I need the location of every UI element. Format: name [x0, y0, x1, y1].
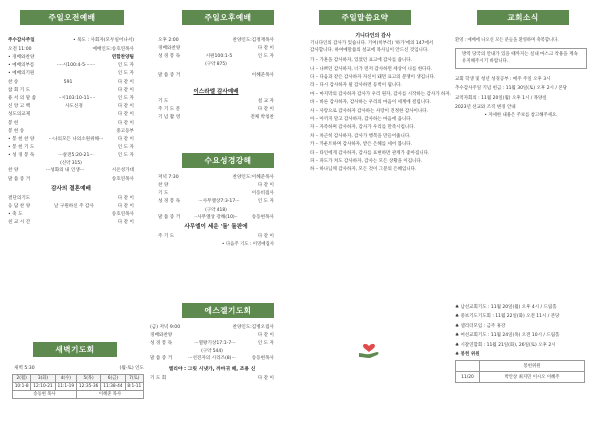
row-right: 다 같 이 [257, 233, 274, 239]
row-label: 기 도 [158, 191, 169, 197]
duty-names: 박안상 최지민 이시오 이혜주 [480, 372, 585, 383]
row-right: 다 같 이 [117, 204, 134, 209]
sermon-lines [310, 57, 452, 175]
order-row [150, 375, 274, 383]
row-label: 경배와찬양 [158, 46, 181, 51]
row-right: 다 같 이 [257, 46, 274, 51]
news-welcome: 환영 : 예배에 나오신 모든 분들을 환영하며 축복합니다. [455, 38, 559, 43]
news-item: 교역자회의 : 11월 20일(월) 오후 1시 / 목양실 [455, 95, 547, 101]
order-row [158, 233, 274, 241]
order-row [8, 103, 134, 111]
order-row [150, 355, 274, 363]
morning-leader: 예배인도:송호연목사 [92, 47, 134, 52]
wednesday-rows-2 [158, 214, 274, 222]
duty-date: 11/20 [456, 372, 480, 383]
row-middle: ····시100:4-5······· [56, 63, 96, 69]
order-row [8, 95, 134, 103]
row-label: 성 경 봉 독 [158, 54, 181, 60]
row-right: 인 도 자 [117, 145, 134, 151]
dawn-day-cell: 7(토) [125, 375, 143, 383]
duty-table [455, 360, 585, 383]
dawn-days-row [13, 375, 144, 383]
wednesday-stone-title: 사무엘이 세운 '돌' 돌판에 [184, 223, 248, 230]
row-right: 이동비집사 [251, 191, 274, 197]
news-mask-notice: 방역 당국의 안내가 있을 때까지는 실내 마스크 착용을 계속 유지해주시기 바랍니다. [455, 48, 587, 68]
row-right: 이혜준목사 [251, 73, 274, 79]
dawn-text-cell: 12:35-36 [76, 383, 100, 391]
row-middle [34, 54, 111, 62]
dawn-time: 새벽 5:30 [14, 366, 35, 371]
order-row [158, 114, 274, 122]
morning-rows-2 [8, 167, 134, 183]
order-row [150, 340, 274, 348]
dawn-text-cell: 12:10-21 [31, 383, 55, 391]
row-middle [168, 190, 251, 198]
row-middle [180, 114, 250, 122]
row-label: 성 경 봉 독 [158, 199, 181, 205]
morning-occasion: 주수감사주일 [8, 38, 35, 43]
row-middle: ··사무엘상 강해(10)·· [194, 214, 238, 220]
ezekiel-talk: 엘리야 : 그릿 시냇가, 까마귀 떼, 조용 신 [168, 366, 256, 372]
row-label: 봉 헌 [8, 120, 19, 126]
row-middle [18, 120, 117, 128]
row-middle [166, 375, 258, 383]
row-right: 인 도 자 [117, 71, 134, 77]
row-right: 전체 박칭찬 [250, 114, 274, 120]
order-row [8, 211, 134, 219]
row-right: 다 같 이 [117, 104, 134, 110]
order-row [158, 72, 274, 80]
row-right: 다 같 이 [257, 333, 274, 338]
afternoon-rows [158, 45, 274, 61]
order-row [158, 190, 274, 198]
row-right: 인 도 자 [257, 341, 274, 347]
order-row [8, 62, 134, 70]
order-row [8, 176, 134, 184]
row-middle: ···열왕기상17:1-7··· [194, 341, 236, 347]
row-middle: ···살전5:20-21··· [58, 153, 94, 159]
schedule-lines [455, 303, 591, 350]
sermon-line: 바 – 바른 감사하자, 감사하는 우리의 마음이 세계에 걸립니다. [310, 100, 431, 106]
order-row [158, 106, 274, 114]
row-label: 주 기 도 [158, 233, 175, 239]
row-right: 다 같 이 [117, 120, 134, 126]
row-label: 참 회 기 도 [8, 87, 31, 93]
order-row [8, 136, 134, 144]
row-middle [172, 332, 258, 340]
morning-time: 오전 11:00 [8, 47, 32, 52]
row-right: 송호연목사 [111, 212, 134, 218]
news-item: 2023년 선교와 조직 변경 안내 [455, 105, 516, 111]
row-label: 기 도 회 [150, 375, 167, 381]
dawn-leader-2: 이혜준 목사 [76, 391, 143, 399]
row-middle [30, 111, 118, 119]
dawn-text-cell: 11:1-19 [55, 383, 76, 391]
sermon-line: 나 – 나쁘던 감사하자, 너가 먼저 감사하면 세상이 나를 한다다. [310, 66, 433, 72]
row-middle [168, 182, 257, 190]
header-church-news: 교회소식 [477, 10, 569, 25]
sermon-line: 아 – 아끼지 말고 감사하자, 감사하는 마음에 옵니다. [310, 117, 413, 123]
schedule-list [455, 303, 591, 383]
schedule-item: ♣ 여선교회기도 : 11월 24일(목) 오전 10시 / 드림홀 [455, 333, 560, 339]
row-label: 응 답 찬 양 [8, 204, 31, 209]
row-label: 말 씀 증 거 [158, 73, 181, 79]
row-right: 다 같 이 [257, 183, 274, 188]
dawn-day-cell: 6(금) [101, 375, 125, 383]
sermon-summary [310, 32, 452, 175]
order-row [8, 70, 134, 78]
dawn-day-cell: 3(화) [31, 375, 55, 383]
row-middle [174, 233, 258, 241]
wednesday-page: (구약 418) [205, 207, 227, 213]
row-label: 신 앙 고 백 [8, 104, 31, 110]
row-middle: 591 [63, 79, 73, 85]
header-wednesday-bible: 수요성경강해 [182, 153, 274, 168]
sermon-title: 기니다인의 감사 [355, 33, 391, 39]
ezekiel-header-line [150, 323, 274, 332]
sermon-line: 카 – 카운트하며 감사하자, 받은 은혜를 세어 봅니다. [310, 142, 413, 148]
row-label: 경배와찬양 [150, 333, 173, 338]
afternoon-rows-2 [158, 72, 274, 80]
row-label: 찬 양 [158, 183, 169, 188]
morning-rows [8, 54, 134, 152]
sermon-line: 사 – 사랑으로 감사하자 감사하는 사랑이 진정한 감사이나다. [310, 108, 429, 114]
order-row [158, 182, 274, 190]
schedule-item: ♣ 셀리더모임 : 금주 휴강 [455, 323, 506, 329]
sermon-line: 가 – 가훈을 감사하자, 있었던 표고에 감사를 씁니다. [310, 58, 413, 64]
order-row [8, 128, 134, 136]
row-middle [30, 195, 118, 203]
row-middle: ···나의모든 나의소원위해··· [48, 136, 104, 142]
dawn-leaders-row [13, 391, 144, 399]
duty-head-row [456, 361, 585, 372]
row-middle [34, 70, 117, 78]
duty-head: 봉헌위원 [480, 361, 585, 372]
wednesday-order [158, 173, 274, 248]
schedule-item: ♣ 중보기도기도회 : 11월 22일(화) 오전 11시 / 본당 [455, 314, 560, 320]
sermon-line: 다 – 다음과 같은 감사하자 자신이 돼면 표고의 분쟁이 생깁니다. [310, 75, 436, 80]
row-right: 인 도 자 [257, 199, 274, 205]
row-right: 다 같 이 [257, 106, 274, 112]
row-label: 성 경 봉 독 [150, 341, 173, 347]
morning-scripture-row [8, 152, 134, 160]
row-right: 다 같 이 [117, 136, 134, 142]
row-label: 말 씀 증 거 [150, 356, 173, 362]
header-sermon-summary: 주일말씀요약 [319, 10, 411, 25]
row-label: • 경배와찬양 [8, 55, 35, 60]
header-dawn-prayer: 새벽기도회 [33, 342, 117, 357]
row-right: 송동현목사 [251, 356, 274, 362]
row-middle [23, 211, 112, 219]
row-label: 기 도 [158, 98, 169, 104]
row-label: 기 념 촬 영 [158, 114, 181, 120]
row-label: 용 서 의 말 씀 [8, 95, 37, 101]
order-row [8, 111, 134, 119]
order-row [8, 87, 134, 95]
order-row [158, 53, 274, 61]
row-right: 송호연목사 [111, 176, 134, 182]
row-label: 성도의교제 [8, 112, 31, 118]
afternoon-worship-order [158, 36, 274, 122]
row-label: • 봉 헌 기 도 [8, 145, 35, 151]
row-label: • 축 도 [8, 212, 23, 218]
row-right: 연합찬양팀 [111, 55, 134, 60]
ezekiel-order [150, 323, 274, 383]
row-middle [180, 45, 258, 53]
row-middle: ···성화의 내 인생··· [45, 168, 85, 174]
ezekiel-page: (구약 544) [201, 349, 223, 355]
row-label: 찬 송 [8, 79, 19, 85]
sermon-line: 파 – 파도가 쳐도 감사하자, 감사는 모든 상황을 이깁니다. [310, 159, 423, 165]
row-right: 다 같 이 [117, 79, 134, 85]
dawn-text-cell: 10:1-8 [13, 383, 31, 391]
wednesday-next-prayer: • 다음주 기도 : 이영애집사 [221, 241, 274, 247]
duty-title: ♣ 봉헌 위원 [455, 352, 480, 358]
news-item: 교회 학생 및 청년 성경공부 : 매주 주일 오후 3시 [455, 76, 551, 82]
row-label: • 봉 헌 찬 양 [8, 136, 35, 142]
row-right: 인 도 자 [257, 54, 274, 60]
row-right: 중고등부 [116, 128, 134, 134]
dawn-note: (월-토) 인도 [119, 366, 144, 371]
sermon-intro: 기니다인의 감사가 있습니다. 기여(히부러) '하가'에의 147에서 감사합니다. 하여예말씀의 설교에 목사님이 안드신 것입니다. [310, 41, 434, 53]
afternoon-lead: 찬양인도:김정재목사 [232, 38, 274, 43]
row-right: 다 같 이 [117, 195, 134, 201]
dawn-day-cell: 5(목) [76, 375, 100, 383]
row-label: • 예배의부름 [8, 63, 35, 69]
row-middle [168, 98, 257, 106]
morning-worship-order [8, 36, 134, 228]
ezekiel-rows-2 [150, 355, 274, 363]
row-label: 친 교 시 간 [8, 220, 31, 226]
wednesday-time: 저녁 7:30 [158, 175, 179, 180]
row-label: 찬 양 [8, 168, 19, 174]
row-right: 다 같 이 [257, 375, 274, 381]
row-middle: ···선견자의 시리즈(8)··· [188, 356, 236, 362]
afternoon-page: (구약 875) [205, 62, 227, 68]
header-morning-worship: 주일오전예배 [20, 10, 124, 25]
row-right: 인 도 자 [117, 63, 134, 69]
ezekiel-rows-3 [150, 375, 274, 383]
schedule-item: ♣ 시찰연합회 : 11월 21일(화), 26일(토) 오후 2시 [455, 342, 556, 348]
heart-hand-icon [357, 337, 381, 359]
dawn-texts-row [13, 383, 144, 391]
row-label: 결단의기도 [8, 195, 31, 201]
morning-scripture-page: (신약 315) [60, 161, 82, 167]
row-right: 다 같 이 [117, 87, 134, 93]
order-row [158, 45, 274, 53]
row-middle: ··시103:10-11···· [58, 95, 96, 101]
row-right: 인 도 자 [117, 153, 134, 159]
row-label: • 예배의기원 [8, 71, 35, 77]
wednesday-lead: 찬양인도:이혜준목사 [232, 175, 274, 180]
afternoon-time: 오후 2:00 [158, 38, 179, 43]
order-row [158, 198, 274, 206]
order-row [8, 79, 134, 87]
sermon-line: 하 – 하나님께 감사하자, 모든 것이 그분의 은혜입니다. [310, 167, 417, 173]
order-row [8, 195, 134, 203]
ezekiel-lead: 찬양인도:김병오집사 [232, 325, 274, 330]
morning-opening: • 묵도 : 사회자(모두일어나서) [72, 38, 134, 43]
afternoon-header-line [158, 36, 274, 45]
sermon-line: 자 – 자족하며 감사하자, 감사가 우리를 만족시킵니다. [310, 125, 415, 131]
header-ezekiel-prayer: 에스겔기도회 [182, 303, 274, 318]
order-row [8, 120, 134, 128]
duty-row [456, 372, 585, 383]
row-label: 말 씀 증 거 [8, 176, 31, 182]
news-note: • 자세한 내용은 주보를 참고해주세요. [484, 113, 558, 119]
row-right: 다 같 이 [117, 220, 134, 226]
order-row [8, 54, 134, 62]
schedule-item: ♣ 남선교회기도 : 11월 20일(월) 오후 4시 / 드림홀 [455, 305, 557, 310]
row-middle [30, 87, 118, 95]
row-middle [34, 144, 117, 152]
header-afternoon-worship: 주일오후예배 [182, 10, 274, 25]
news-lines [455, 75, 587, 113]
row-middle [180, 106, 258, 114]
order-row [8, 167, 134, 175]
row-label: 주 기 도 문 [158, 106, 181, 112]
order-row [8, 203, 134, 211]
order-row [8, 144, 134, 152]
ezekiel-rows [150, 332, 274, 348]
row-middle [24, 128, 116, 136]
dawn-info [14, 364, 144, 373]
church-news [455, 36, 587, 119]
morning-time-line [8, 45, 134, 54]
dawn-header-line [14, 364, 144, 373]
row-middle: 사도신경 [65, 104, 83, 110]
dawn-timetable [12, 374, 144, 399]
sermon-line: 타 – 타인에게 감사하자, 감사를 표현하면 관계가 좋아집니다. [310, 150, 430, 156]
morning-rows-3 [8, 195, 134, 228]
wednesday-rows [158, 182, 274, 207]
afternoon-fest-title: 이스라엘 감사예배 [193, 88, 239, 95]
ezekiel-time: (금) 저녁 9:00 [150, 325, 181, 330]
order-row [150, 332, 274, 340]
order-row [158, 98, 274, 106]
dawn-text-cell: 8:1-11 [125, 383, 143, 391]
dawn-day-cell: 2(월) [13, 375, 31, 383]
morning-header-line [8, 36, 134, 45]
dawn-text-cell: 11:38-44 [101, 383, 125, 391]
sermon-line: 라 – 다시 감사하자 될 감사하면 등벽이 됩니다. [310, 83, 402, 89]
row-right: 송동현목사 [251, 214, 274, 220]
order-row [158, 214, 274, 222]
row-right: 설 교 자 [257, 98, 274, 104]
row-label: • 성 경 봉 독 [8, 153, 35, 159]
wednesday-header-line [158, 173, 274, 182]
wednesday-rows-3 [158, 233, 274, 241]
row-right: 인 도 자 [117, 95, 134, 101]
row-right: 시온성가대 [111, 168, 134, 174]
morning-thanks-title: 감사의 결혼예배 [51, 185, 91, 192]
duty-head-blank [456, 361, 480, 372]
dawn-leader-1: 송동현 목사 [13, 391, 77, 399]
order-row [8, 219, 134, 227]
row-label: 말 씀 증 거 [158, 214, 181, 220]
sermon-line: 마 – 마지막의 감사하자 감사가 우리 원자, 감사를 시작하는 감사가 하자. [310, 91, 452, 97]
dawn-day-cell: 4(수) [55, 375, 76, 383]
row-right: 다 같 이 [117, 112, 134, 118]
row-middle: 날 구원하신 주 감사 [54, 204, 94, 209]
row-middle: 시편100:1-5 [205, 54, 233, 60]
row-label: 봉 헌 송 [8, 128, 25, 134]
row-middle [30, 219, 118, 227]
row-middle [180, 72, 252, 80]
afternoon-rows-3 [158, 98, 274, 123]
sermon-line: 차 – 차근히 감사하자, 감사가 행복을 만들어줍니다. [310, 133, 411, 139]
row-middle [30, 176, 112, 184]
row-middle: ···사무엘상7:3-17··· [198, 199, 240, 205]
news-item: 추수감사주일 기념 헌금 : 11월 30일(토) 오후 2시 / 본당 [455, 86, 567, 92]
